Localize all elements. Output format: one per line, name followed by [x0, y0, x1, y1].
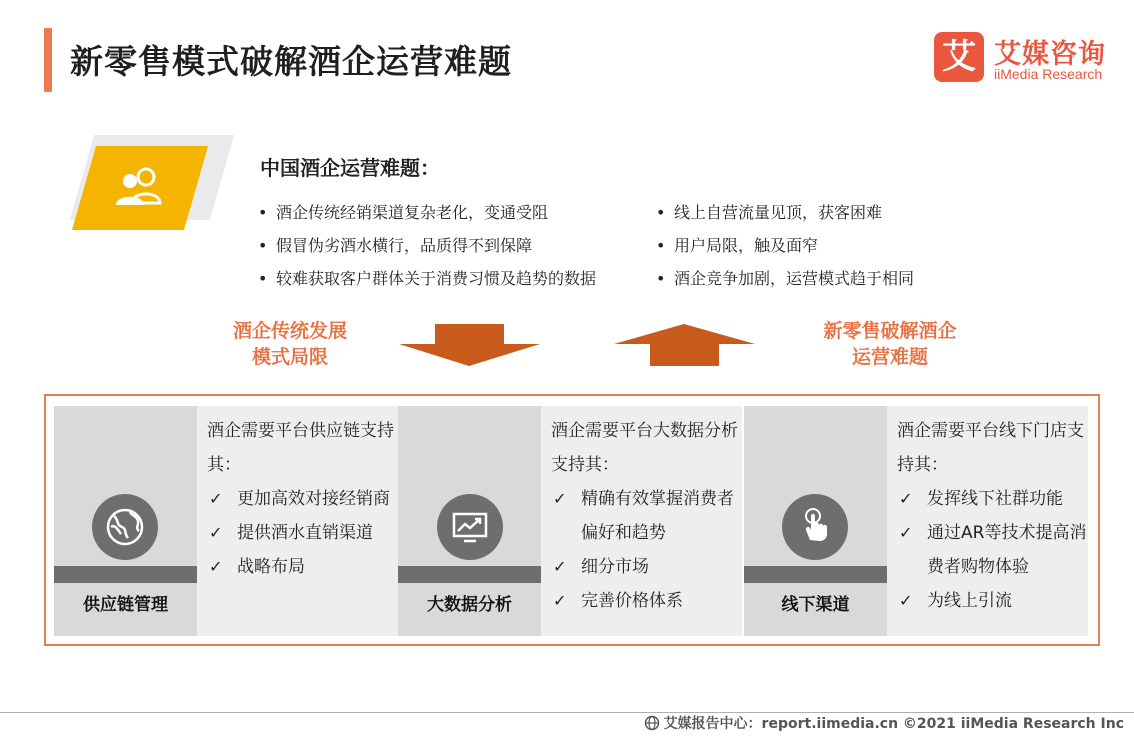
solution-label-line: 新零售破解酒企: [823, 320, 957, 342]
problems-list-right: [656, 196, 914, 295]
problems-list-left: [258, 196, 596, 295]
panel-point: ✓ 通过AR等技术提高消费者购物体验: [897, 516, 1093, 584]
panel-band: [54, 566, 197, 583]
title-accent-bar: [44, 28, 52, 92]
panel-intro: 酒企需要平台线下门店支持其：: [897, 421, 1084, 475]
limitation-label: [200, 318, 380, 370]
logo-name-en: iiMedia Research: [994, 66, 1103, 82]
logo-mark-char: 艾: [942, 37, 976, 77]
problem-item: • 线上自营流量见顶，获客困难: [656, 196, 914, 229]
limitation-label-line: 模式局限: [251, 346, 328, 368]
panel-point: ✓ 发挥线下社群功能: [897, 482, 1093, 516]
panel-band: [398, 566, 541, 583]
panel-offline-label: 线下渠道: [781, 595, 850, 615]
globe-icon: [92, 494, 158, 560]
footer-globe-icon: [644, 715, 660, 731]
panel-big-data-label: 大数据分析: [427, 595, 512, 615]
problem-item: • 酒企传统经销渠道复杂老化，变通受阻: [258, 196, 596, 229]
solution-label-line: 运营难题: [851, 346, 928, 368]
panel-point: ✓ 精确有效掌握消费者偏好和趋势: [551, 482, 747, 550]
page-title: 新零售模式破解酒企运营难题: [70, 42, 512, 81]
panel-supply-chain-text: [207, 414, 403, 584]
panel-band: [744, 566, 887, 583]
problem-item: • 较难获取客户群体关于消费习惯及趋势的数据: [258, 262, 596, 295]
footer: [644, 713, 1124, 733]
panel-point: ✓ 更加高效对接经销商: [207, 482, 403, 516]
panel-intro: 酒企需要平台供应链支持其：: [207, 421, 394, 475]
panel-point: ✓ 完善价格体系: [551, 584, 747, 618]
panel-offline-text: [897, 414, 1093, 618]
panel-point: ✓ 细分市场: [551, 550, 747, 584]
arrow-down-icon: [397, 322, 542, 368]
trend-chart-icon: [437, 494, 503, 560]
problem-item: • 假冒伪劣酒水横行，品质得不到保障: [258, 229, 596, 262]
solution-label: [790, 318, 990, 370]
logo-name-cn: 艾媒咨询: [994, 39, 1106, 70]
panel-intro: 酒企需要平台大数据分析支持其：: [551, 421, 738, 475]
people-icon: [110, 163, 166, 211]
problem-item: • 酒企竞争加剧，运营模式趋于相同: [656, 262, 914, 295]
panel-big-data-text: [551, 414, 747, 618]
footer-text: 艾媒报告中心：report.iimedia.cn ©2021 iiMedia Research Inc: [663, 716, 1124, 732]
panel-point: ✓ 提供酒水直销渠道: [207, 516, 403, 550]
panel-point: ✓ 战略布局: [207, 550, 403, 584]
arrow-up-icon: [612, 322, 757, 368]
problems-title: 中国酒企运营难题：: [260, 156, 440, 180]
panel-point: ✓ 为线上引流: [897, 584, 1093, 618]
limitation-label-line: 酒企传统发展: [232, 320, 347, 342]
problem-item: • 用户局限，触及面窄: [656, 229, 914, 262]
touch-icon: [782, 494, 848, 560]
panel-supply-chain-label: 供应链管理: [83, 595, 168, 615]
brand-logo: [934, 32, 1114, 84]
